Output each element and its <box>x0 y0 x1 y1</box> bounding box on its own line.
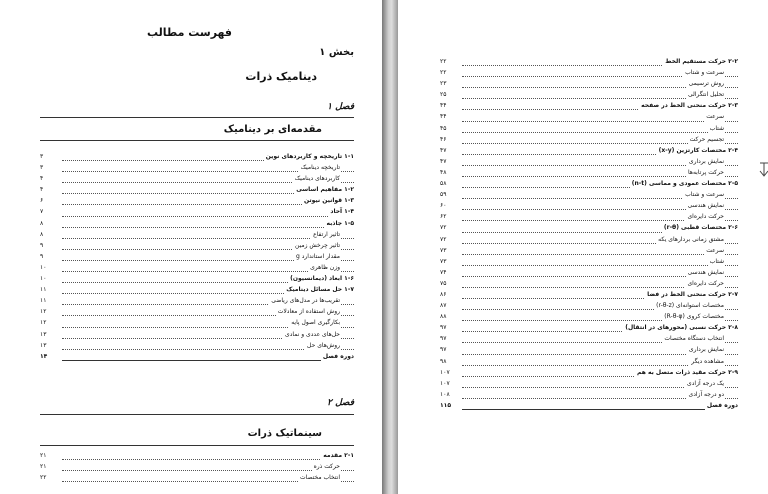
toc-entry <box>40 473 354 484</box>
toc-entry-label: حرکت ذره <box>313 463 340 471</box>
toc-entry-page: ۲۱ <box>40 451 60 461</box>
toc-entry <box>440 223 738 234</box>
toc-entry <box>440 157 738 168</box>
toc-entry-label: ۱-۶ ابعاد (دیمانسیون) <box>290 275 354 283</box>
toc-entry <box>40 462 354 473</box>
toc-entry-page: ۳ <box>40 163 60 173</box>
toc-entry-page: ۱۳ <box>40 341 60 351</box>
toc-entry-label: روش ترسیمی <box>688 80 724 88</box>
toc-entry-page: ۴ <box>40 185 60 195</box>
toc-entry-page: ۵۸ <box>440 179 460 189</box>
toc-entry-page: ۲۲ <box>440 68 460 78</box>
chapter-1-title-rule <box>40 140 354 141</box>
chapter-2-entries <box>40 451 354 484</box>
toc-entry-page: ۹۸ <box>440 357 460 367</box>
toc-entry <box>440 301 738 312</box>
toc-entry-label: ۱-۵ جاذبه <box>326 219 354 227</box>
toc-entry-page: ۴۴ <box>440 112 460 122</box>
toc-entry <box>440 124 738 135</box>
toc-entry <box>40 341 354 352</box>
toc-entry-label: تاریخچه دینامیک <box>300 164 340 172</box>
toc-entry-label: نمایش برداری <box>688 157 724 165</box>
toc-entry-label: ۲-۸ حرکت نسبی (محورهای در انتقال) <box>625 324 738 332</box>
toc-entry-page: ۹ <box>40 241 60 251</box>
toc-entry-page: ۱۰۸ <box>440 390 460 400</box>
toc-entry-label: مشاهده دیگر <box>691 357 724 365</box>
toc-entry-label: حرکت دایره‌ای <box>687 213 724 221</box>
toc-entry-label: سرعت <box>706 246 724 254</box>
toc-entry <box>440 90 738 101</box>
toc-entry <box>40 163 354 174</box>
toc-entry-label: یک درجه آزادی <box>687 379 724 387</box>
toc-leader <box>62 360 354 361</box>
toc-entry-label: سرعت و شتاب <box>685 69 724 77</box>
toc-entry-page: ۴۷ <box>440 146 460 156</box>
toc-leader <box>62 470 354 471</box>
toc-entry-page: ۶ <box>40 196 60 206</box>
toc-entry-label: حل‌های عددی و نمادی <box>285 330 340 338</box>
toc-entry-label: ۲-۷ حرکت منحنی الخط در فضا <box>647 290 738 298</box>
toc-entry <box>440 323 738 334</box>
toc-entry-label: ۱-۴ آحاد <box>330 208 354 216</box>
toc-entry-page: ۸ <box>40 219 60 229</box>
toc-entry-page: ۴۴ <box>440 101 460 111</box>
toc-entry <box>440 290 738 301</box>
toc-entry-label: ۱-۳ قوانین نیوتن <box>304 197 354 205</box>
toc-entry <box>440 390 738 401</box>
toc-entry <box>40 152 354 163</box>
toc-entry <box>40 330 354 341</box>
toc-entry-label: ۲-۴ مختصات کارتزین (x-y) <box>658 146 738 154</box>
toc-entry-page: ۱۱ <box>40 285 60 295</box>
toc-entry <box>440 201 738 212</box>
toc-entry-page: ۲۲ <box>440 57 460 67</box>
toc-entry-page: ۷ <box>40 207 60 217</box>
toc-entry-page: ۹۷ <box>440 323 460 333</box>
toc-entry-label: تاثیر چرخش زمین <box>295 241 340 249</box>
toc-leader <box>62 459 354 460</box>
toc-entry-label: تجسیم حرکت <box>689 135 724 143</box>
toc-entry <box>40 263 354 274</box>
toc-entry-page: ۹ <box>40 252 60 262</box>
toc-entry <box>40 196 354 207</box>
toc-entry-label: نمایش هندسی <box>687 202 724 210</box>
toc-entry-label: ۲-۳ حرکت منحنی الخط در صفحه <box>641 102 738 110</box>
left-page <box>0 0 382 494</box>
toc-entry <box>440 179 738 190</box>
toc-entry <box>440 357 738 368</box>
toc-entry-label: ۲-۹ حرکت مقید ذرات متصل به هم <box>636 368 738 376</box>
toc-entry-label: نمایش هندسی <box>687 268 724 276</box>
toc-entry <box>40 252 354 263</box>
toc-entry-label: نمایش برداری <box>688 346 724 354</box>
toc-entry-label: مشتق زمانی بردارهای یکه <box>658 235 724 243</box>
toc-entry-page: ۷۲ <box>440 223 460 233</box>
toc-entry-page: ۷۲ <box>440 235 460 245</box>
toc-leader <box>462 254 738 255</box>
toc-entry-label: حرکت پرتابه‌ها <box>687 168 724 176</box>
book-gutter <box>382 0 398 494</box>
toc-entry-page: ۸۸ <box>440 312 460 322</box>
toc-entry-label: کاربردهای دینامیک <box>294 175 340 183</box>
toc-entry <box>440 235 738 246</box>
toc-entry <box>40 307 354 318</box>
toc-entry <box>440 212 738 223</box>
toc-leader <box>462 409 738 410</box>
toc-entry-label: سرعت <box>706 113 724 121</box>
toc-entry-page: ۲۱ <box>40 462 60 472</box>
toc-entry-label: روش‌های حل <box>307 341 340 349</box>
toc-entry-page: ۹۷ <box>440 345 460 355</box>
chapter-1-label: فصل ۱ <box>327 102 354 112</box>
toc-entry-label: ۱-۷ حل مسائل دینامیک <box>286 286 354 294</box>
toc-entry <box>40 185 354 196</box>
toc-entry-label: ۱-۲ مفاهیم اساسی <box>296 186 354 194</box>
toc-entry-label: دوره فصل <box>322 352 354 360</box>
toc-entry <box>440 268 738 279</box>
toc-entry-label: ۲-۱ مقدمه <box>323 452 354 459</box>
toc-title: فهرست مطالب <box>146 26 232 39</box>
toc-entry <box>440 112 738 123</box>
right-page-entries <box>440 57 738 412</box>
toc-leader <box>462 132 738 133</box>
toc-entry-page: ۶۲ <box>440 212 460 222</box>
toc-entry-label: ۲-۵ مختصات عمودی و مماسی (n-t) <box>631 180 738 188</box>
toc-entry-label: مقدار استاندارد g <box>296 252 340 260</box>
toc-entry-page: ۱۰۷ <box>440 379 460 389</box>
toc-entry <box>440 135 738 146</box>
toc-entry-page: ۷۳ <box>440 257 460 267</box>
toc-entry <box>440 57 738 68</box>
toc-entry-label: حرکت دایره‌ای <box>687 279 724 287</box>
toc-entry-page: ۸ <box>40 230 60 240</box>
toc-entry <box>440 379 738 390</box>
toc-entry-page: ۸۷ <box>440 301 460 311</box>
toc-entry <box>40 274 354 285</box>
toc-leader <box>462 121 738 122</box>
toc-entry-page: ۲۳ <box>440 79 460 89</box>
toc-entry-label: تحلیل انتگرالی <box>687 91 724 99</box>
toc-entry-page: ۷۳ <box>440 246 460 256</box>
toc-entry-label: مختصات استوانه‌ای (r-θ-z) <box>656 302 724 310</box>
toc-entry <box>440 68 738 79</box>
right-page <box>398 0 768 494</box>
toc-leader <box>62 227 354 228</box>
toc-entry-label: ۲-۲ حرکت مستقیم الخط <box>665 58 738 65</box>
chapter-1-rule <box>40 117 354 118</box>
toc-entry-page: ۲۵ <box>440 90 460 100</box>
toc-entry-page: ۳ <box>40 152 60 162</box>
toc-entry-label: مختصات کروی (R-θ-φ) <box>664 313 724 321</box>
toc-entry-page: ۸۶ <box>440 290 460 300</box>
toc-entry-page: ۹۷ <box>440 334 460 344</box>
toc-entry-page: ۱۱۵ <box>440 401 460 411</box>
toc-entry <box>40 241 354 252</box>
toc-entry <box>40 219 354 230</box>
toc-entry-page: ۱۳ <box>40 330 60 340</box>
toc-entry-page: ۱۲ <box>40 307 60 317</box>
toc-entry-page: ۴۷ <box>440 157 460 167</box>
toc-entry <box>40 174 354 185</box>
part-label: بخش ۱ <box>319 47 354 58</box>
toc-entry <box>440 257 738 268</box>
toc-entry-page: ۱۱ <box>40 296 60 306</box>
toc-entry <box>440 368 738 379</box>
toc-entry-label: تاثیر ارتفاع <box>313 230 340 238</box>
toc-entry-page: ۱۲ <box>40 318 60 328</box>
toc-entry <box>40 207 354 218</box>
toc-entry <box>440 334 738 345</box>
toc-entry <box>440 79 738 90</box>
toc-entry-label: ۲-۶ مختصات قطبی (r-θ) <box>663 224 738 232</box>
toc-entry-page: ۱۰۷ <box>440 368 460 378</box>
toc-entry <box>440 312 738 323</box>
toc-entry-page: ۷۵ <box>440 279 460 289</box>
toc-entry-label: ۱-۱ تاریخچه و کاربردهای نوین <box>265 153 354 160</box>
toc-entry <box>440 168 738 179</box>
part-title: دینامیک ذرات <box>245 70 317 83</box>
toc-entry <box>40 352 354 363</box>
toc-entry-label: انتخاب مختصات <box>300 474 340 482</box>
toc-entry-page: ۱۴ <box>40 352 60 362</box>
toc-entry-label: شتاب <box>709 124 724 132</box>
toc-entry-label: انتخاب دستگاه مختصات <box>664 335 724 343</box>
toc-entry-label: روش استفاده از معادلات <box>277 308 340 316</box>
toc-entry <box>40 285 354 296</box>
toc-entry-page: ۶۰ <box>440 201 460 211</box>
toc-entry-label: شتاب <box>709 257 724 265</box>
toc-entry <box>40 318 354 329</box>
toc-entry <box>440 345 738 356</box>
toc-leader <box>62 216 354 217</box>
toc-leader <box>462 265 738 266</box>
toc-entry-label: دوره فصل <box>706 401 738 409</box>
toc-entry-page: ۷۴ <box>440 268 460 278</box>
toc-entry-label: تقریب‌ها در مدل‌های ریاضی <box>271 297 340 305</box>
toc-entry <box>440 246 738 257</box>
toc-entry-page: ۱۰ <box>40 274 60 284</box>
toc-entry <box>40 451 354 462</box>
toc-entry-page: ۴۸ <box>440 168 460 178</box>
chapter-2-rule <box>40 414 354 415</box>
toc-entry-label: سرعت و شتاب <box>685 191 724 199</box>
toc-entry-page: ۵۹ <box>440 190 460 200</box>
toc-entry <box>440 146 738 157</box>
toc-entry-page: ۴۵ <box>440 124 460 134</box>
toc-entry-label: وزن ظاهری <box>310 263 340 271</box>
toc-entry-page: ۴۶ <box>440 135 460 145</box>
toc-entry <box>40 296 354 307</box>
toc-entry-label: بکارگیری اصول پایه <box>291 319 340 327</box>
toc-entry-page: ۴ <box>40 174 60 184</box>
toc-entry <box>40 230 354 241</box>
toc-entry-label: دو درجه آزادی <box>688 390 724 398</box>
chapter-1-title: مقدمه‌ای بر دینامیک <box>223 124 322 135</box>
chapter-2-title-rule <box>40 445 354 446</box>
toc-entry <box>440 190 738 201</box>
toc-entry-page: ۱۰ <box>40 263 60 273</box>
toc-entry <box>440 279 738 290</box>
chapter-2-title: سینماتیک ذرات <box>247 428 322 439</box>
chapter-1-entries <box>40 152 354 363</box>
toc-entry-page: ۲۲ <box>40 473 60 483</box>
toc-entry <box>440 401 738 412</box>
toc-entry <box>440 101 738 112</box>
arrow-down-icon <box>758 162 768 178</box>
chapter-2-label: فصل ۲ <box>327 398 354 408</box>
